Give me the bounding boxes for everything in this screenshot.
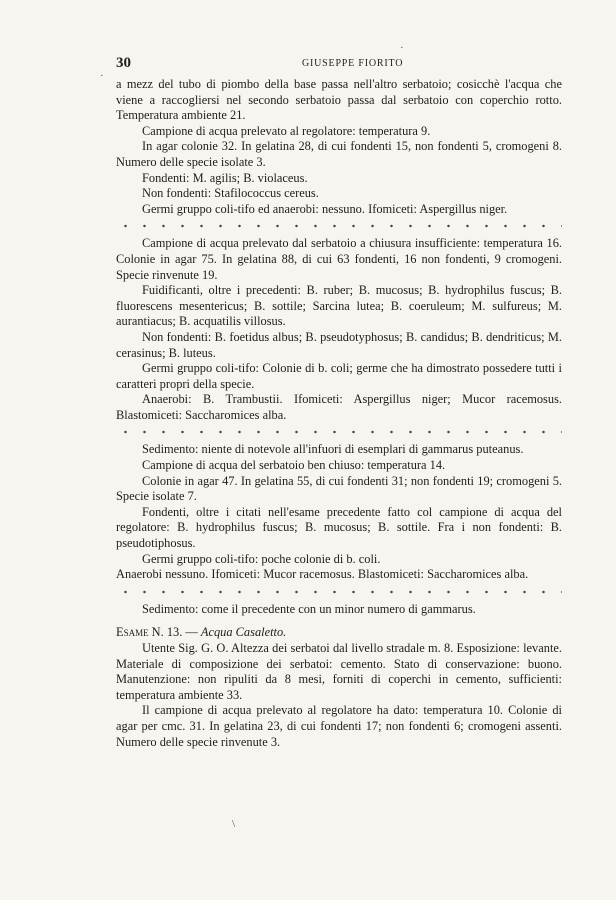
paragraph: Anaerobi nessuno. Ifomiceti: Mucor racemosus. Blastomiceti: Saccharomices alba. bbox=[116, 567, 529, 582]
paragraph: Fuidificanti, oltre i precedenti: B. ruber; B. mucosus; B. hydrophilus fuscus; B. fluorescens mesentericus; B. sottile; Sarcina lutea; B. coeruleum; M. sulfureus; M. aurantiacus; B. acquatilis villosus. bbox=[116, 283, 562, 329]
paragraph: Non fondenti: Stafilococcus cereus. bbox=[142, 186, 319, 201]
paragraph: Campione di acqua prelevato al regolatore: temperatura 9. bbox=[142, 123, 431, 138]
ink-speck-icon: · bbox=[400, 42, 404, 54]
paragraph: a mezz del tubo di piombo della base passa nell'altro serbatoio; cosicchè l'acqua che viene a raccogliersi nel secondo serbatoio passa dal serbatoio con coperchio rotto. Temperatura ambiente 21. bbox=[116, 77, 562, 123]
ink-speck-icon: · bbox=[100, 70, 104, 82]
paragraph: Fondenti, oltre i citati nell'esame precedente fatto col campione di acqua del regolatore: B. hydrophilus fuscus; B. mucosus; B. sottile. Fra i non fondenti: B. pseudotiphosus. bbox=[116, 504, 562, 551]
page-header bbox=[116, 55, 562, 77]
paragraph: Non fondenti: B. foetidus albus; B. pseudotyphosus; B. candidus; B. dendriticus; M. cerasinus; B. luteus. bbox=[116, 329, 562, 360]
paragraph: Colonie in agar 47. In gelatina 55, di cui fondenti 31; non fondenti 19; cromogeni 5. Specie isolate 7. bbox=[116, 473, 562, 504]
running-head: GIUSEPPE FIORITO bbox=[302, 58, 404, 69]
paragraph: Germi gruppo coli-tifo: Colonie di b. coli; germe che ha dimostrato possedere tutti i caratteri propri della specie. bbox=[116, 361, 562, 391]
paragraph: Campione di acqua prelevato dal serbatoio a chiusura insufficiente: temperatura 16. Colonie in agar 75. In gelatina 88, di cui 63 fondenti, 16 non fondenti, 9 cromogeni. Specie rinvenute 19. bbox=[116, 236, 562, 282]
dotted-separator bbox=[116, 426, 562, 438]
paragraph: Fondenti: M. agilis; B. violaceus. bbox=[142, 170, 308, 185]
paragraph: Sedimento: niente di notevole all'infuori di esemplari di gammarus puteanus. bbox=[142, 442, 524, 457]
ink-speck-icon: \ bbox=[232, 818, 236, 830]
paragraph: In agar colonie 32. In gelatina 28, di cui fondenti 15, non fondenti 5, cromogeni 8. Numero delle specie isolate 3. bbox=[116, 139, 562, 169]
dotted-separator bbox=[116, 220, 562, 232]
paragraph: Sedimento: come il precedente con un minor numero di gammarus. bbox=[142, 601, 476, 616]
body-text bbox=[116, 77, 562, 750]
paragraph: Anaerobi: B. Trambustii. Ifomiceti: Aspergillus niger; Mucor racemosus. Blastomiceti: Saccharomices alba. bbox=[116, 392, 562, 422]
paragraph: Il campione di acqua prelevato al regolatore ha dato: temperatura 10. Colonie di agar per cmc. 31. In gelatina 23, di cui fondenti 17; non fondenti 6; cromogeni assenti. Numero delle specie rinvenute 3. bbox=[116, 703, 562, 749]
dotted-separator bbox=[116, 586, 562, 598]
exam-name: Acqua Casaletto. bbox=[200, 625, 287, 640]
page-number: 30 bbox=[116, 55, 131, 71]
exam-heading bbox=[116, 625, 562, 641]
paragraph: Germi gruppo coli-tifo ed anaerobi: nessuno. Ifomiceti: Aspergillus niger. bbox=[142, 201, 508, 216]
paragraph: Germi gruppo coli-tifo: poche colonie di b. coli. bbox=[142, 551, 381, 566]
paragraph: Campione di acqua del serbatoio ben chiuso: temperatura 14. bbox=[142, 458, 446, 473]
exam-label: Esame N. 13. — bbox=[116, 625, 198, 640]
paragraph: Utente Sig. G. O. Altezza dei serbatoi dal livello stradale m. 8. Esposizione: levante. Materiale di composizione dei serbatoi: cemento. Stato di conservazione: buono. Manutenzione: non ripuliti da 8 mesi, forniti di coperchi in cemento, sufficienti: temperatura ambiente 33. bbox=[116, 641, 562, 702]
